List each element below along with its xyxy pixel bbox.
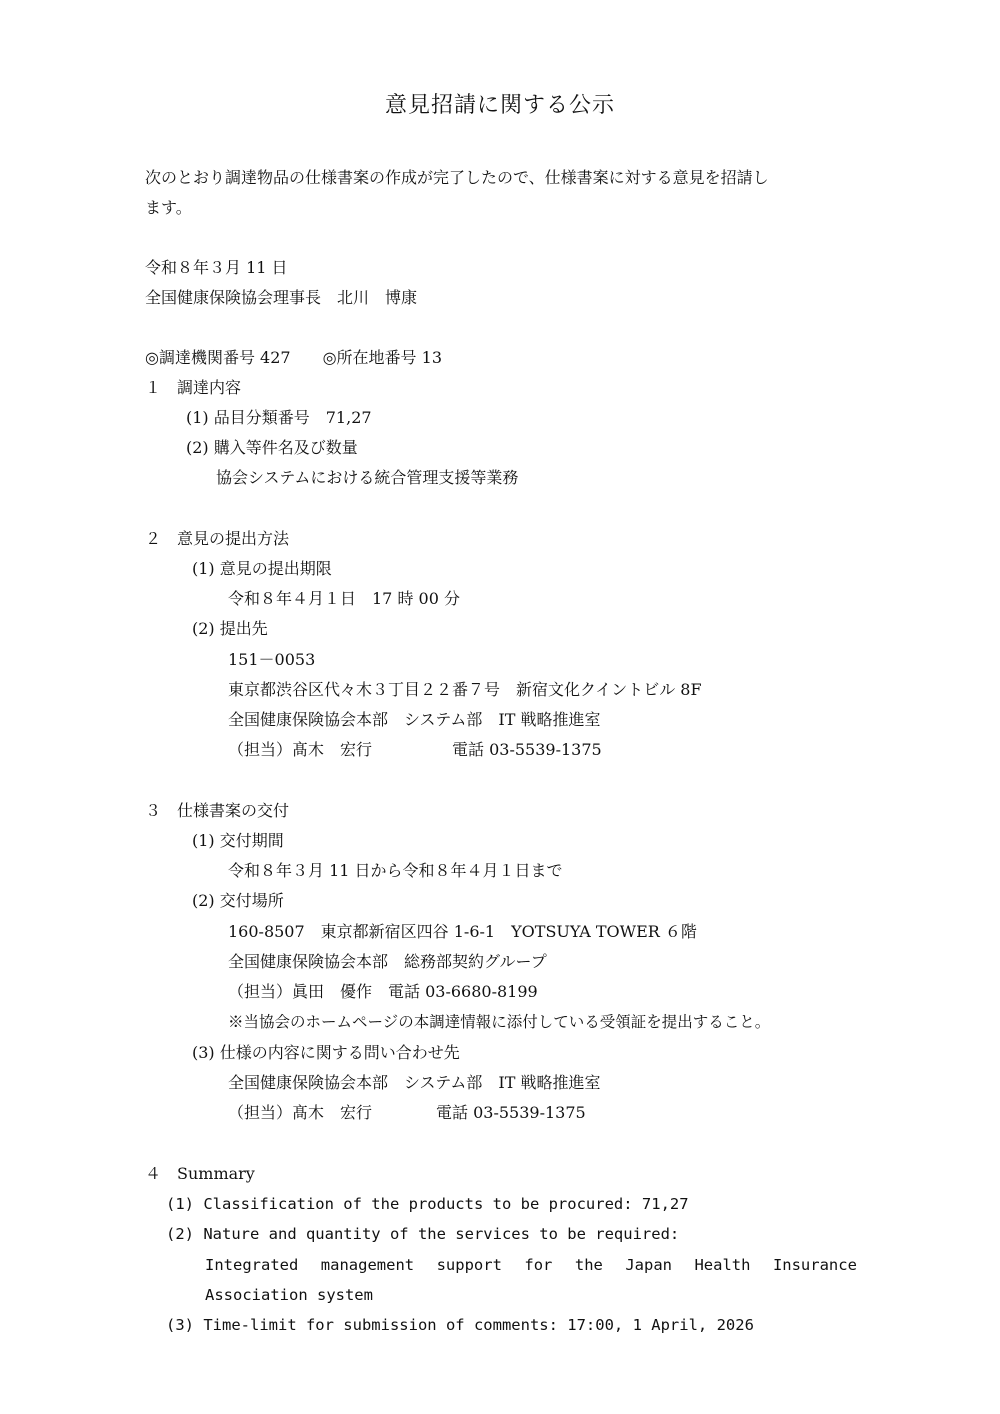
- section4-item2: (2) Nature and quantity of the services to be required:: [166, 1225, 680, 1243]
- section1-item1: (1) 品目分類番号 71,27: [186, 408, 372, 427]
- section2-postal: 151－0053: [228, 650, 316, 669]
- section3-item3-dept: 全国健康保険協会本部 システム部 IT 戦略推進室: [228, 1073, 601, 1092]
- summary-word: Integrated: [205, 1256, 299, 1274]
- summary-word: Insurance: [772, 1256, 857, 1274]
- section2-address: 東京都渋谷区代々木３丁目２２番７号 新宿文化クイントビル 8F: [228, 680, 702, 699]
- section3-dept: 全国健康保険協会本部 総務部契約グループ: [228, 952, 547, 971]
- section2-contact: （担当）髙木 宏行 電話 03-5539-1375: [228, 740, 602, 759]
- section1-heading: １ 調達内容: [145, 378, 242, 397]
- section1-item2: (2) 購入等件名及び数量: [186, 438, 358, 457]
- section3-item3-contact: （担当）髙木 宏行 電話 03-5539-1375: [228, 1103, 586, 1122]
- summary-word: Health: [694, 1256, 751, 1274]
- section2-heading: ２ 意見の提出方法: [145, 529, 290, 548]
- section3-address: 160-8507 東京都新宿区四谷 1-6-1 YOTSUYA TOWER ６階: [228, 922, 697, 941]
- section4-item2-line1: [205, 1255, 857, 1275]
- procurement-codes: ◎調達機関番号 427 ◎所在地番号 13: [145, 348, 442, 367]
- section4-item2-line2: Association system: [205, 1286, 373, 1304]
- section4-heading: ４ Summary: [145, 1164, 255, 1183]
- section3-note: ※当協会のホームページの本調達情報に添付している受領証を提出すること。: [228, 1013, 771, 1031]
- issue-date: 令和８年３月 11 日: [145, 258, 288, 277]
- document-title: 意見招請に関する公示: [384, 93, 615, 118]
- section4-item1: (1) Classification of the products to be procured: 71,27: [166, 1195, 689, 1213]
- section4-item3: (3) Time-limit for submission of comments: 17:00, 1 April, 2026: [166, 1316, 754, 1334]
- section2-dept: 全国健康保険協会本部 システム部 IT 戦略推進室: [228, 710, 601, 729]
- summary-word: support: [436, 1256, 502, 1274]
- summary-word: for: [524, 1256, 553, 1274]
- section2-item1-value: 令和８年４月１日 17 時 00 分: [228, 589, 460, 608]
- section3-item3: (3) 仕様の内容に関する問い合わせ先: [192, 1043, 460, 1062]
- issuer: 全国健康保険協会理事長 北川 博康: [145, 288, 418, 307]
- summary-word: management: [320, 1256, 415, 1274]
- intro-line-2: ます。: [145, 198, 192, 217]
- section2-item2: (2) 提出先: [192, 619, 268, 638]
- intro-line-1: 次のとおり調達物品の仕様書案の作成が完了したので、仕様書案に対する意見を招請し: [145, 168, 769, 187]
- section3-contact: （担当）眞田 優作 電話 03-6680-8199: [228, 982, 538, 1001]
- section1-item2-value: 協会システムにおける統合管理支援等業務: [216, 468, 519, 487]
- summary-word: Japan: [625, 1256, 672, 1274]
- section3-item1-value: 令和８年３月 11 日から令和８年４月１日まで: [228, 861, 563, 880]
- section3-heading: ３ 仕様書案の交付: [145, 801, 290, 820]
- section3-item1: (1) 交付期間: [192, 831, 284, 850]
- summary-word: the: [574, 1256, 603, 1274]
- section3-item2: (2) 交付場所: [192, 891, 284, 910]
- section2-item1: (1) 意見の提出期限: [192, 559, 332, 578]
